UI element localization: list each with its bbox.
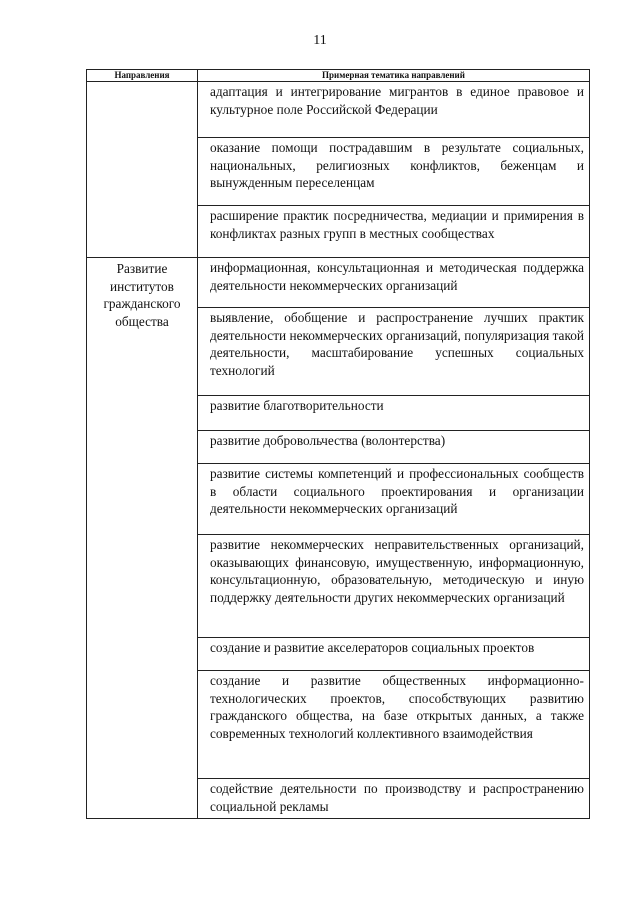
topic-cell: развитие системы компетенций и профессиональных сообществ в области социального проектирования и организации деятельности некоммерческих организаций bbox=[210, 466, 584, 516]
topic-cell: развитие добровольчества (волонтерства) bbox=[210, 433, 446, 448]
direction-title: Развитие институтов гражданского общества bbox=[103, 261, 181, 329]
header-directions: Направления bbox=[87, 70, 198, 82]
directions-table bbox=[86, 69, 590, 819]
topic-cell: расширение практик посредничества, медиации и примирения в конфликтах разных групп в местных сообществах bbox=[210, 208, 584, 241]
topic-cell: создание и развитие акселераторов социальных проектов bbox=[210, 640, 535, 655]
topic-cell: информационная, консультационная и методическая поддержка деятельности некоммерческих организаций bbox=[210, 260, 584, 293]
topic-cell: развитие некоммерческих неправительственных организаций, оказывающих финансовую, имущественную, информационную, консультационную, образовательную, методическую и иную поддержку деятельности других некоммерческих организаций bbox=[210, 537, 584, 605]
topic-cell: оказание помощи пострадавшим в результате социальных, национальных, религиозных конфликтов, беженцам и вынужденным переселенцам bbox=[210, 140, 584, 190]
direction-cell-continued bbox=[87, 82, 198, 258]
table-row bbox=[87, 82, 590, 138]
page-number: 11 bbox=[313, 33, 327, 48]
topic-cell: создание и развитие общественных информационно-технологических проектов, способствующих развитию гражданского общества, на базе открытых данных, а также современных технологий коллективного взаимодействия bbox=[210, 673, 584, 741]
topic-cell: развитие благотворительности bbox=[210, 398, 384, 413]
topic-cell: выявление, обобщение и распространение лучших практик деятельности некоммерческих организаций, популяризация такой деятельности, масштабирование успешных социальных технологий bbox=[210, 310, 584, 378]
header-topics: Примерная тематика направлений bbox=[198, 70, 590, 82]
topic-cell: содействие деятельности по производству и распространению социальной рекламы bbox=[210, 781, 584, 814]
table-header-row bbox=[87, 70, 590, 82]
topic-cell: адаптация и интегрирование мигрантов в единое правовое и культурное поле Российской Федерации bbox=[210, 84, 584, 117]
table-row bbox=[87, 258, 590, 308]
